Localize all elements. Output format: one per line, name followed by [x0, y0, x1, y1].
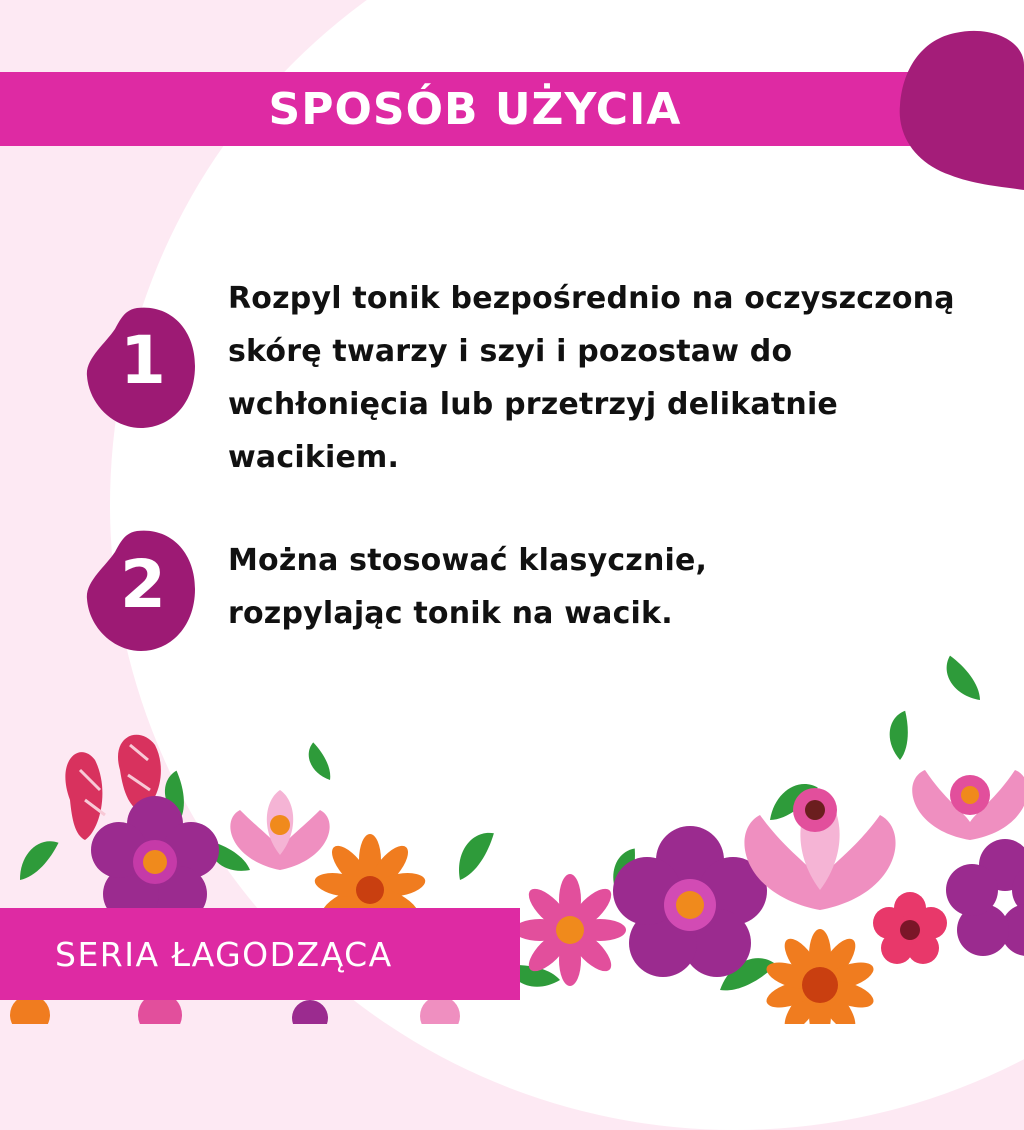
- step-2-number: 2: [120, 546, 166, 623]
- step-1-line-1: Rozpyl tonik bezpośrednio na oczyszczoną: [228, 281, 955, 316]
- corner-blob-decoration: [895, 25, 1024, 190]
- step-1-line-4: wacikiem.: [228, 440, 400, 475]
- series-label: SERIA ŁAGODZĄCA: [55, 934, 393, 974]
- step-2-text: [228, 534, 707, 640]
- page-title: SPOSÓB UŻYCIA: [268, 83, 682, 135]
- step-1-line-2: skórę twarzy i szyi i pozostaw do: [228, 334, 793, 369]
- step-1-number: 1: [120, 322, 166, 399]
- step-1-text: [228, 272, 955, 484]
- step-2-line-1: Można stosować klasycznie,: [228, 543, 708, 578]
- step-2-line-2: rozpylając tonik na wacik.: [228, 596, 673, 631]
- step-1-line-3: wchłonięcia lub przetrzyj delikatnie: [228, 387, 838, 422]
